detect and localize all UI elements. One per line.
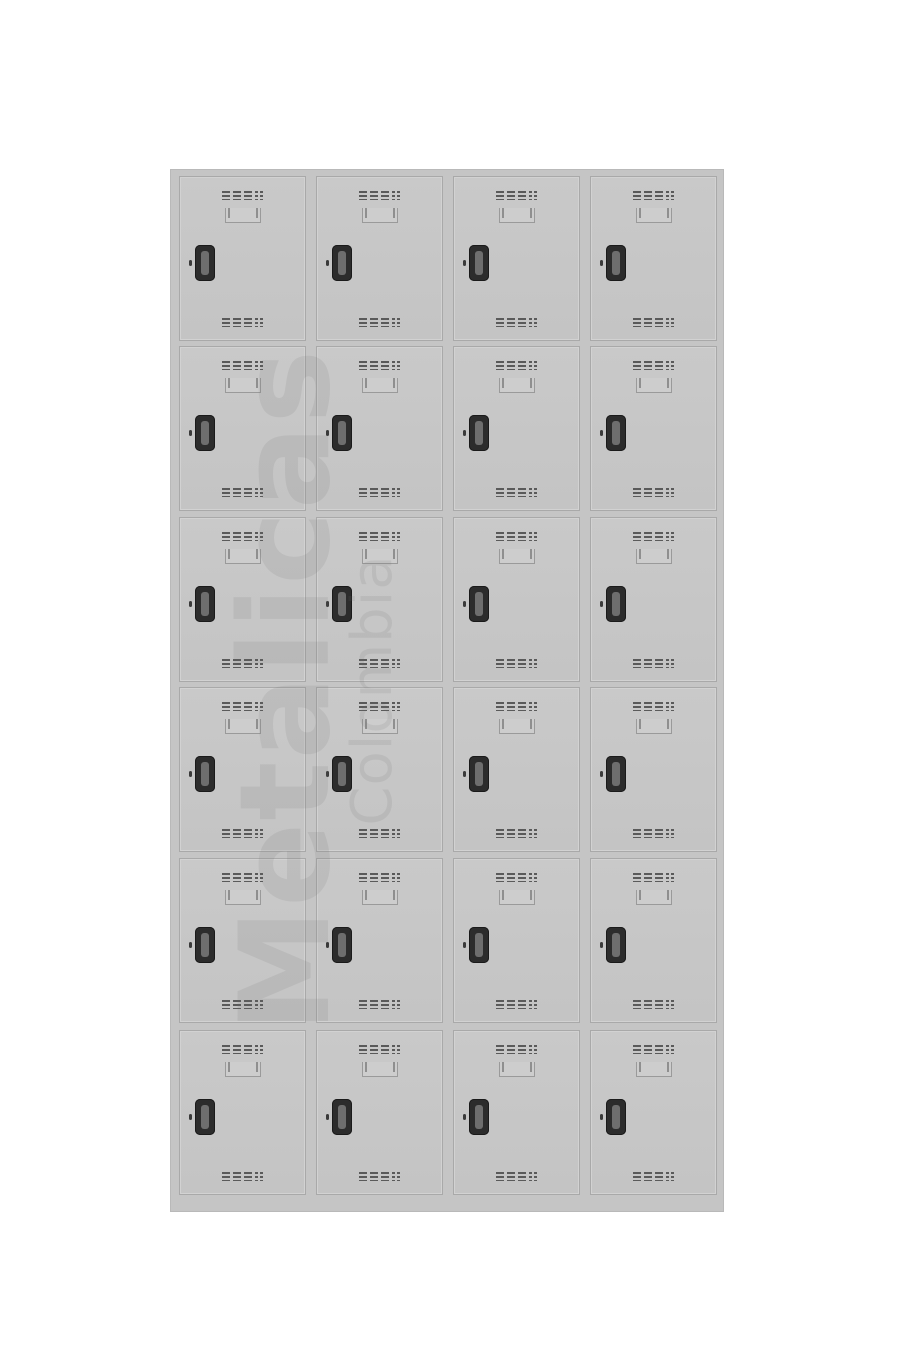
keyhole-icon [326, 942, 329, 948]
door-handle[interactable] [195, 586, 215, 622]
vent-slots-icon [496, 659, 538, 668]
vent-slots-icon [496, 1045, 538, 1054]
vent-slots-icon [496, 318, 538, 327]
locker-door[interactable] [316, 346, 443, 511]
keyhole-icon [189, 1114, 192, 1120]
vent-slots-icon [633, 702, 675, 711]
name-card-holder [225, 719, 261, 734]
door-handle[interactable] [469, 245, 489, 281]
door-handle[interactable] [606, 586, 626, 622]
vent-slots-icon [222, 659, 264, 668]
name-card-holder [362, 549, 398, 564]
vent-slots-icon [222, 873, 264, 882]
locker-door[interactable] [590, 346, 717, 511]
vent-slots-icon [222, 532, 264, 541]
name-card-holder [225, 208, 261, 223]
vent-slots-icon [633, 191, 675, 200]
vent-slots-icon [222, 191, 264, 200]
locker-door[interactable] [179, 517, 306, 682]
locker-door[interactable] [179, 1030, 306, 1195]
vent-slots-icon [222, 488, 264, 497]
locker-door[interactable] [590, 858, 717, 1023]
door-handle[interactable] [332, 756, 352, 792]
vent-slots-icon [496, 873, 538, 882]
vent-slots-icon [359, 488, 401, 497]
vent-slots-icon [496, 829, 538, 838]
keyhole-icon [326, 260, 329, 266]
door-handle[interactable] [469, 586, 489, 622]
door-handle[interactable] [332, 245, 352, 281]
door-handle[interactable] [606, 756, 626, 792]
vent-slots-icon [496, 488, 538, 497]
vent-slots-icon [359, 361, 401, 370]
door-handle[interactable] [606, 245, 626, 281]
name-card-holder [225, 890, 261, 905]
door-handle[interactable] [195, 415, 215, 451]
name-card-holder [636, 1062, 672, 1077]
vent-slots-icon [633, 1000, 675, 1009]
locker-door[interactable] [453, 858, 580, 1023]
vent-slots-icon [496, 1000, 538, 1009]
name-card-holder [362, 378, 398, 393]
name-card-holder [499, 549, 535, 564]
name-card-holder [362, 1062, 398, 1077]
vent-slots-icon [359, 532, 401, 541]
locker-cabinet [170, 169, 724, 1212]
vent-slots-icon [359, 702, 401, 711]
locker-door[interactable] [453, 687, 580, 852]
keyhole-icon [463, 601, 466, 607]
name-card-holder [499, 208, 535, 223]
vent-slots-icon [496, 702, 538, 711]
door-handle[interactable] [332, 586, 352, 622]
keyhole-icon [463, 430, 466, 436]
vent-slots-icon [633, 1172, 675, 1181]
vent-slots-icon [359, 873, 401, 882]
vent-slots-icon [222, 361, 264, 370]
vent-slots-icon [496, 361, 538, 370]
vent-slots-icon [633, 488, 675, 497]
door-handle[interactable] [332, 927, 352, 963]
name-card-holder [225, 378, 261, 393]
locker-door[interactable] [179, 346, 306, 511]
vent-slots-icon [496, 1172, 538, 1181]
vent-slots-icon [359, 191, 401, 200]
keyhole-icon [189, 260, 192, 266]
vent-slots-icon [496, 532, 538, 541]
name-card-holder [636, 890, 672, 905]
door-handle[interactable] [195, 756, 215, 792]
locker-door[interactable] [179, 858, 306, 1023]
vent-slots-icon [222, 829, 264, 838]
name-card-holder [499, 719, 535, 734]
door-handle[interactable] [606, 415, 626, 451]
locker-door[interactable] [316, 858, 443, 1023]
keyhole-icon [463, 1114, 466, 1120]
door-handle[interactable] [469, 1099, 489, 1135]
vent-slots-icon [359, 659, 401, 668]
vent-slots-icon [633, 873, 675, 882]
locker-door[interactable] [179, 687, 306, 852]
locker-door[interactable] [453, 517, 580, 682]
vent-slots-icon [359, 829, 401, 838]
vent-slots-icon [633, 659, 675, 668]
keyhole-icon [600, 1114, 603, 1120]
name-card-holder [636, 549, 672, 564]
locker-door[interactable] [590, 1030, 717, 1195]
door-handle[interactable] [469, 927, 489, 963]
vent-slots-icon [633, 532, 675, 541]
name-card-holder [225, 1062, 261, 1077]
locker-door[interactable] [316, 517, 443, 682]
locker-door[interactable] [453, 346, 580, 511]
name-card-holder [499, 1062, 535, 1077]
locker-door[interactable] [453, 176, 580, 341]
locker-door[interactable] [590, 176, 717, 341]
keyhole-icon [189, 771, 192, 777]
vent-slots-icon [222, 1000, 264, 1009]
keyhole-icon [463, 942, 466, 948]
door-handle[interactable] [332, 415, 352, 451]
name-card-holder [499, 890, 535, 905]
keyhole-icon [600, 942, 603, 948]
keyhole-icon [189, 601, 192, 607]
name-card-holder [636, 208, 672, 223]
locker-door[interactable] [316, 1030, 443, 1195]
door-handle[interactable] [195, 927, 215, 963]
vent-slots-icon [222, 1172, 264, 1181]
locker-door[interactable] [316, 176, 443, 341]
vent-slots-icon [359, 1172, 401, 1181]
door-handle[interactable] [469, 756, 489, 792]
locker-door[interactable] [453, 1030, 580, 1195]
vent-slots-icon [633, 829, 675, 838]
locker-door[interactable] [179, 176, 306, 341]
vent-slots-icon [496, 191, 538, 200]
keyhole-icon [600, 771, 603, 777]
vent-slots-icon [633, 318, 675, 327]
locker-door[interactable] [316, 687, 443, 852]
keyhole-icon [463, 771, 466, 777]
keyhole-icon [189, 430, 192, 436]
keyhole-icon [600, 601, 603, 607]
name-card-holder [499, 378, 535, 393]
vent-slots-icon [359, 318, 401, 327]
name-card-holder [362, 719, 398, 734]
name-card-holder [636, 719, 672, 734]
door-handle[interactable] [469, 415, 489, 451]
door-handle[interactable] [195, 245, 215, 281]
keyhole-icon [326, 601, 329, 607]
vent-slots-icon [633, 1045, 675, 1054]
keyhole-icon [600, 260, 603, 266]
keyhole-icon [326, 1114, 329, 1120]
door-handle[interactable] [332, 1099, 352, 1135]
door-handle[interactable] [606, 1099, 626, 1135]
door-handle[interactable] [606, 927, 626, 963]
name-card-holder [636, 378, 672, 393]
vent-slots-icon [633, 361, 675, 370]
vent-slots-icon [222, 318, 264, 327]
keyhole-icon [326, 430, 329, 436]
vent-slots-icon [359, 1045, 401, 1054]
keyhole-icon [189, 942, 192, 948]
locker-door[interactable] [590, 687, 717, 852]
vent-slots-icon [222, 1045, 264, 1054]
vent-slots-icon [359, 1000, 401, 1009]
keyhole-icon [600, 430, 603, 436]
keyhole-icon [326, 771, 329, 777]
name-card-holder [362, 208, 398, 223]
keyhole-icon [463, 260, 466, 266]
name-card-holder [225, 549, 261, 564]
door-handle[interactable] [195, 1099, 215, 1135]
locker-door[interactable] [590, 517, 717, 682]
vent-slots-icon [222, 702, 264, 711]
name-card-holder [362, 890, 398, 905]
